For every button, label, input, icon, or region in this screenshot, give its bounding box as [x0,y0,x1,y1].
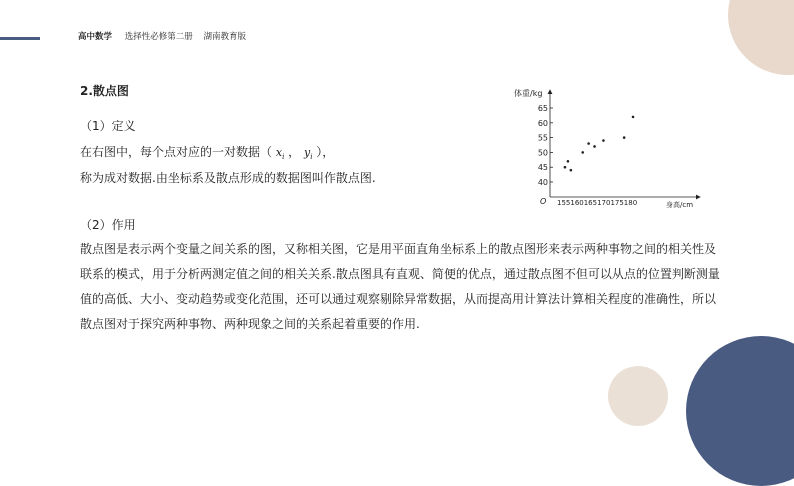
scatter-point [581,151,584,154]
definition-heading: （1）定义 [80,119,136,133]
y-tick-label: 65 [537,104,548,113]
scatter-point [623,136,626,139]
scatter-point [567,160,570,163]
scatter-point [564,166,567,169]
y-tick-label: 60 [537,118,548,128]
header-book: 选择性必修第二册 [124,32,193,42]
section-title: 2.散点图 [80,84,129,98]
math-comma: ， [288,145,301,159]
usage-heading: （2）作用 [80,218,136,232]
definition-line-2: 称为成对数据.由坐标系及散点形成的数据图叫作散点图. [80,171,376,185]
header-accent-bar [0,37,40,40]
y-tick-label: 50 [537,148,548,158]
data-points [564,116,635,172]
scatter-point [593,145,596,148]
scatter-point [602,139,605,142]
scatter-point [587,142,590,145]
y-tick-label: 45 [537,163,548,173]
page-header [78,30,246,42]
definition-line-1-end: ）， [316,145,335,159]
scatter-point [632,116,635,119]
decor-circle-top-right [728,0,794,75]
y-axis-label: 体重/kg [514,89,543,98]
y-tick-label: 55 [537,133,548,143]
definition-line-1-start: 在右图中，每个点对应的一对数据（ [80,145,273,159]
x-axis-label: 身高/cm [666,201,694,209]
y-ticks [538,104,553,187]
usage-body: 散点图是表示两个变量之间关系的图，又称相关图，它是用平面直角坐标系上的散点图形来表示两种事物之间的相关性及联系的模式，用于分析两测定值之间的相关关系.散点图具有直观、简便的优点，通过散点图不但可以从点的位置判断测量值的高低、大小、变动趋势或变化范围，还可以通过观察剔除异常数据，从而提高用计算法计算相关程度的准确性，所以散点图对于探究两种事物、两种现象之间的关系起着重要的作用. [80,242,720,331]
math-xi: $x_i$ [275,146,285,162]
decor-circle-bottom-small [608,366,668,426]
header-subject: 高中数学 [78,32,113,42]
y-tick-label: 40 [537,178,548,187]
math-yi: $y_i$ [303,146,313,162]
decor-circle-bottom-right [686,336,794,486]
header-publisher: 湖南教育版 [203,32,246,42]
scatter-point [570,169,573,172]
x-tick-labels: 155160165170175180 [557,199,638,207]
scatter-chart [506,82,706,212]
origin-label: O [540,197,547,206]
definition-line-1 [80,141,334,168]
